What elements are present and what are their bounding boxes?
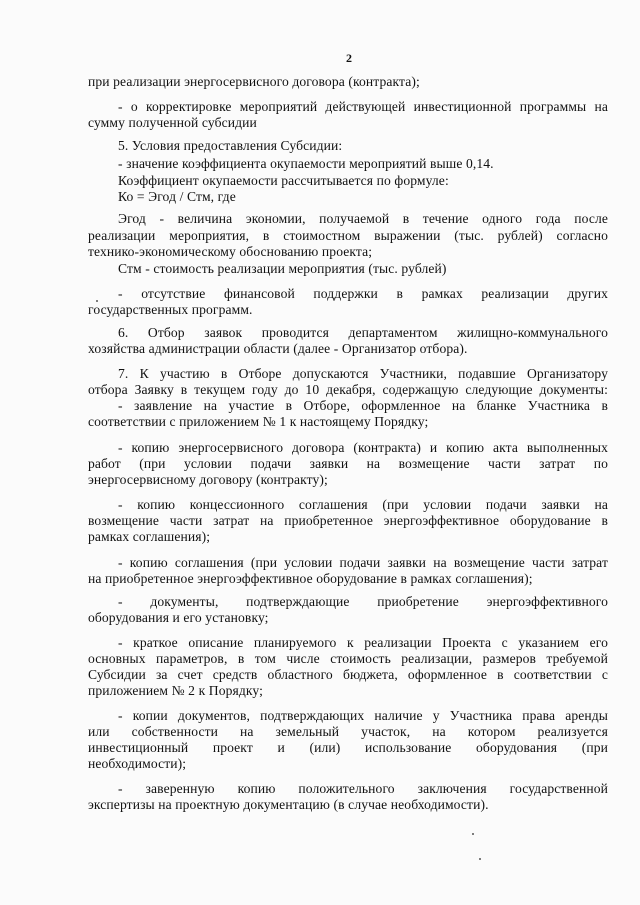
text-line: - заверенную копию положительного заключения государственной xyxy=(118,781,608,796)
text-line: необходимости); xyxy=(88,756,187,771)
scan-speck xyxy=(472,833,474,835)
text-line: основных параметров, в том числе стоимость реализации, размеров требуемой xyxy=(88,651,608,666)
text-line: на приобретенное энергоэффективное оборудование в рамках соглашения); xyxy=(88,571,533,586)
text-line: рамках соглашения); xyxy=(88,529,211,544)
text-line: Коэффициент окупаемости рассчитывается по формуле: xyxy=(118,173,449,188)
text-line: - краткое описание планируемого к реализации Проекта с указанием его xyxy=(118,635,608,650)
text-line: - копию энергосервисного договора (контракта) и копию акта выполненных xyxy=(118,440,608,455)
text-line: или собственности на земельный участок, на котором реализуется xyxy=(88,724,608,739)
text-line: работ (при условии подачи заявки на возмещение части затрат по xyxy=(88,456,608,471)
text-line: при реализации энергосервисного договора (контракта); xyxy=(88,74,420,89)
text-line: - заявление на участие в Отборе, оформленное на бланке Участника в xyxy=(118,398,608,413)
text-line: оборудования и его установку; xyxy=(88,610,269,625)
text-line: возмещение части затрат на приобретенное энергоэффективное оборудование в xyxy=(88,513,608,528)
formula-line: Ко = Эгод / Стм, где xyxy=(118,189,236,204)
text-line: реализации мероприятия, в стоимостном выражении (тыс. рублей) согласно xyxy=(88,228,608,243)
text-line: инвестиционный проект и (или) использование оборудования (при xyxy=(88,740,608,755)
page-number: 2 xyxy=(346,51,353,65)
text-line: сумму полученной субсидии xyxy=(88,115,257,130)
text-line: 6. Отбор заявок проводится департаментом жилищно-коммунального xyxy=(118,325,608,340)
text-line: экспертизы на проектную документацию (в случае необходимости). xyxy=(88,797,489,812)
scan-speck xyxy=(479,858,481,860)
text-line: государственных программ. xyxy=(88,302,253,317)
scan-speck xyxy=(96,300,98,302)
text-line: - о корректировке мероприятий действующей инвестиционной программы на xyxy=(118,99,608,114)
text-line: энергосервисному договору (контракту); xyxy=(88,472,328,487)
text-line: технико-экономическому обоснованию проекта; xyxy=(88,244,373,259)
text-line: Субсидии за счет средств областного бюджета, оформленное в соответствии с xyxy=(88,667,608,682)
text-line: отбора Заявку в текущем году до 10 декабря, содержащую следующие документы: xyxy=(88,382,608,397)
text-line: - отсутствие финансовой поддержки в рамках реализации других xyxy=(118,286,608,301)
text-line: хозяйства администрации области (далее - Организатор отбора). xyxy=(88,341,468,356)
text-line: - документы, подтверждающие приобретение энергоэффективного xyxy=(118,594,608,609)
text-line: приложением № 2 к Порядку; xyxy=(88,683,263,698)
text-line: - копию концессионного соглашения (при условии подачи заявки на xyxy=(118,497,608,512)
section-heading: 5. Условия предоставления Субсидии: xyxy=(118,138,343,153)
text-line: Эгод - величина экономии, получаемой в течение одного года после xyxy=(118,211,608,226)
text-line: Стм - стоимость реализации мероприятия (тыс. рублей) xyxy=(118,261,447,276)
text-line: соответствии с приложением № 1 к настоящему Порядку; xyxy=(88,414,429,429)
text-line: - копии документов, подтверждающих наличие у Участника права аренды xyxy=(118,708,608,723)
text-line: - копию соглашения (при условии подачи заявки на возмещение части затрат xyxy=(118,555,608,570)
text-line: - значение коэффициента окупаемости мероприятий выше 0,14. xyxy=(118,156,494,171)
text-line: 7. К участию в Отборе допускаются Участники, подавшие Организатору xyxy=(118,366,608,381)
